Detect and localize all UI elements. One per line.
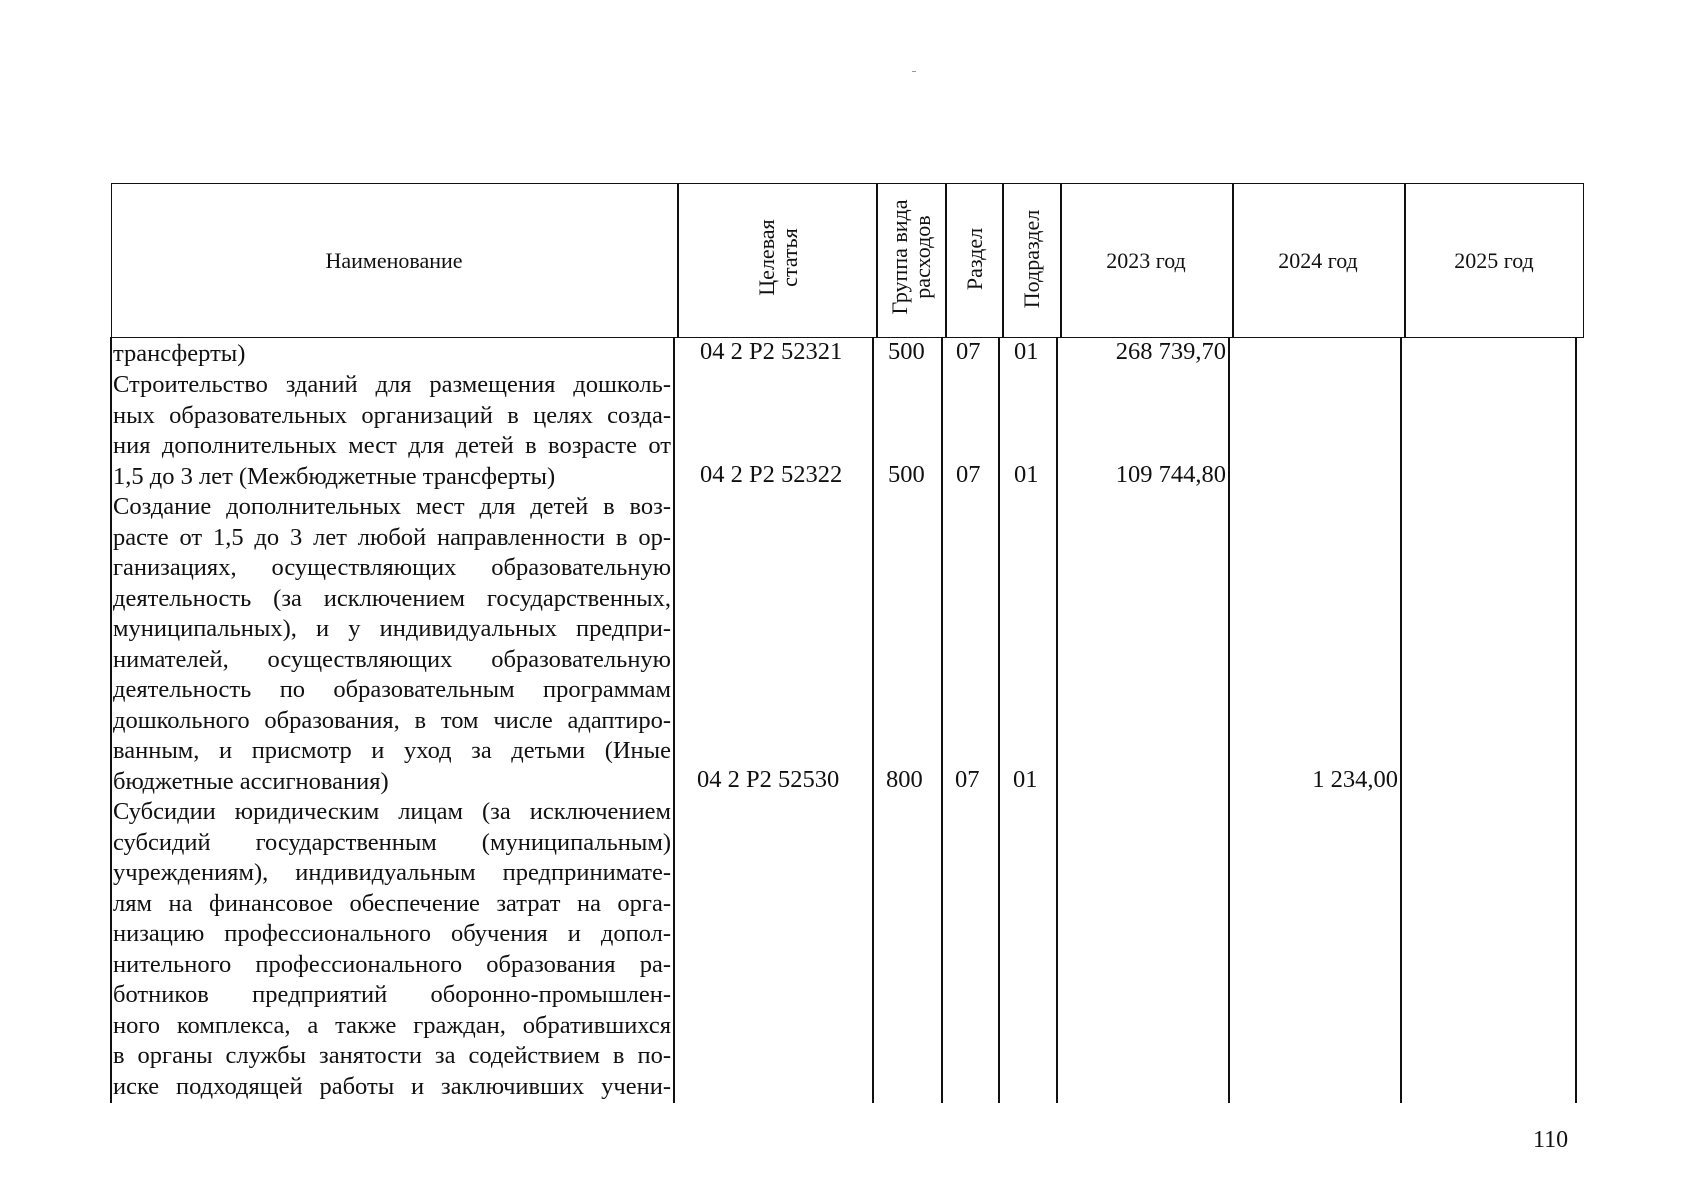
header-divider [677, 183, 679, 338]
row-name-line: ганизациях, осуществляющих образовательную [113, 554, 671, 581]
row-section: 07 [956, 338, 981, 365]
row-section: 07 [956, 461, 981, 488]
header-section: Раздел [961, 227, 987, 291]
row-target: 04 2 Р2 52321 [700, 338, 843, 365]
row-section: 07 [955, 766, 980, 793]
row-target: 04 2 Р2 52322 [700, 461, 843, 488]
row-2024: 1 234,00 [1312, 766, 1398, 793]
row-name-line: деятельность (за исключением государственных, [113, 584, 671, 612]
column-line [1400, 337, 1402, 1103]
row-name-line: ния дополнительных мест для детей в возрасте от [113, 432, 671, 459]
row-subsection: 01 [1013, 766, 1038, 793]
row-name-line: ванным, и присмотр и уход за детьми (Иные [113, 737, 671, 764]
row-name-line: учреждениям), индивидуальным предпринимате- [113, 859, 671, 886]
row-2023: 109 744,80 [1115, 461, 1226, 488]
column-line [110, 337, 112, 1103]
row-name-line: трансферты) [113, 340, 246, 367]
row-name-line: дошкольного образования, в том числе адаптиро- [113, 706, 671, 734]
row-name-line: расте от 1,5 до 3 лет любой направленности в ор- [113, 523, 671, 551]
scan-speck [912, 71, 916, 72]
header-group: Группа вида расходов [887, 199, 935, 315]
row-name-line: нительного профессионального образования ра- [113, 950, 671, 978]
row-name-line: бюджетные ассигнования) [113, 767, 389, 795]
row-name-line: деятельность по образовательным программам [113, 676, 671, 703]
header-2024: 2024 год [1278, 247, 1358, 273]
row-name-line: ного комплекса, а также граждан, обратившихся [113, 1011, 671, 1039]
row-name-line: нимателей, осуществляющих образовательную [113, 645, 671, 673]
row-name-line: муниципальных), и у индивидуальных предпри- [113, 615, 671, 642]
column-line [998, 337, 1000, 1103]
row-name [113, 797, 671, 1102]
row-name-line: 1,5 до 3 лет (Межбюджетные трансферты) [113, 462, 556, 490]
row-name-line: иске подходящей работы и заключивших учени- [113, 1072, 671, 1100]
row-group: 500 [888, 338, 925, 365]
page-number: 110 [1533, 1127, 1569, 1153]
row-name-line: субсидий государственным (муниципальным) [113, 828, 671, 856]
row-name-line: ботников предприятий оборонно-промышлен- [113, 981, 671, 1008]
row-name [113, 370, 671, 492]
row-subsection: 01 [1014, 461, 1039, 488]
header-2023: 2023 год [1106, 247, 1186, 273]
header-subsection: Подраздел [1018, 209, 1044, 309]
column-line [673, 337, 675, 1103]
row-target: 04 2 Р2 52530 [697, 766, 840, 793]
row-name-line: Создание дополнительных мест для детей в воз- [113, 493, 671, 520]
row-name-line: лям на финансовое обеспечение затрат на орга- [113, 889, 671, 917]
row-name-line: ных образовательных организаций в целях созда- [113, 401, 671, 429]
column-line [1056, 337, 1058, 1103]
column-line [1228, 337, 1230, 1103]
row-name-line: в органы службы занятости за содействием в по- [113, 1042, 671, 1069]
header-target: Целевая статья [753, 219, 802, 296]
header-name: Наименование [325, 247, 463, 273]
column-line [872, 337, 874, 1103]
row-name-line: низацию профессионального обучения и допол- [113, 920, 671, 947]
row-group: 500 [888, 461, 925, 488]
row-group: 800 [886, 766, 923, 793]
row-name-line: Строительство зданий для размещения дошколь- [113, 371, 671, 398]
row-subsection: 01 [1014, 338, 1039, 365]
row-name [113, 339, 671, 370]
row-name [113, 492, 671, 797]
column-line [1575, 337, 1577, 1103]
header-2025: 2025 год [1454, 247, 1534, 273]
row-name-line: Субсидии юридическим лицам (за исключением [113, 798, 671, 825]
row-2023: 268 739,70 [1115, 338, 1226, 365]
column-line [941, 337, 943, 1103]
